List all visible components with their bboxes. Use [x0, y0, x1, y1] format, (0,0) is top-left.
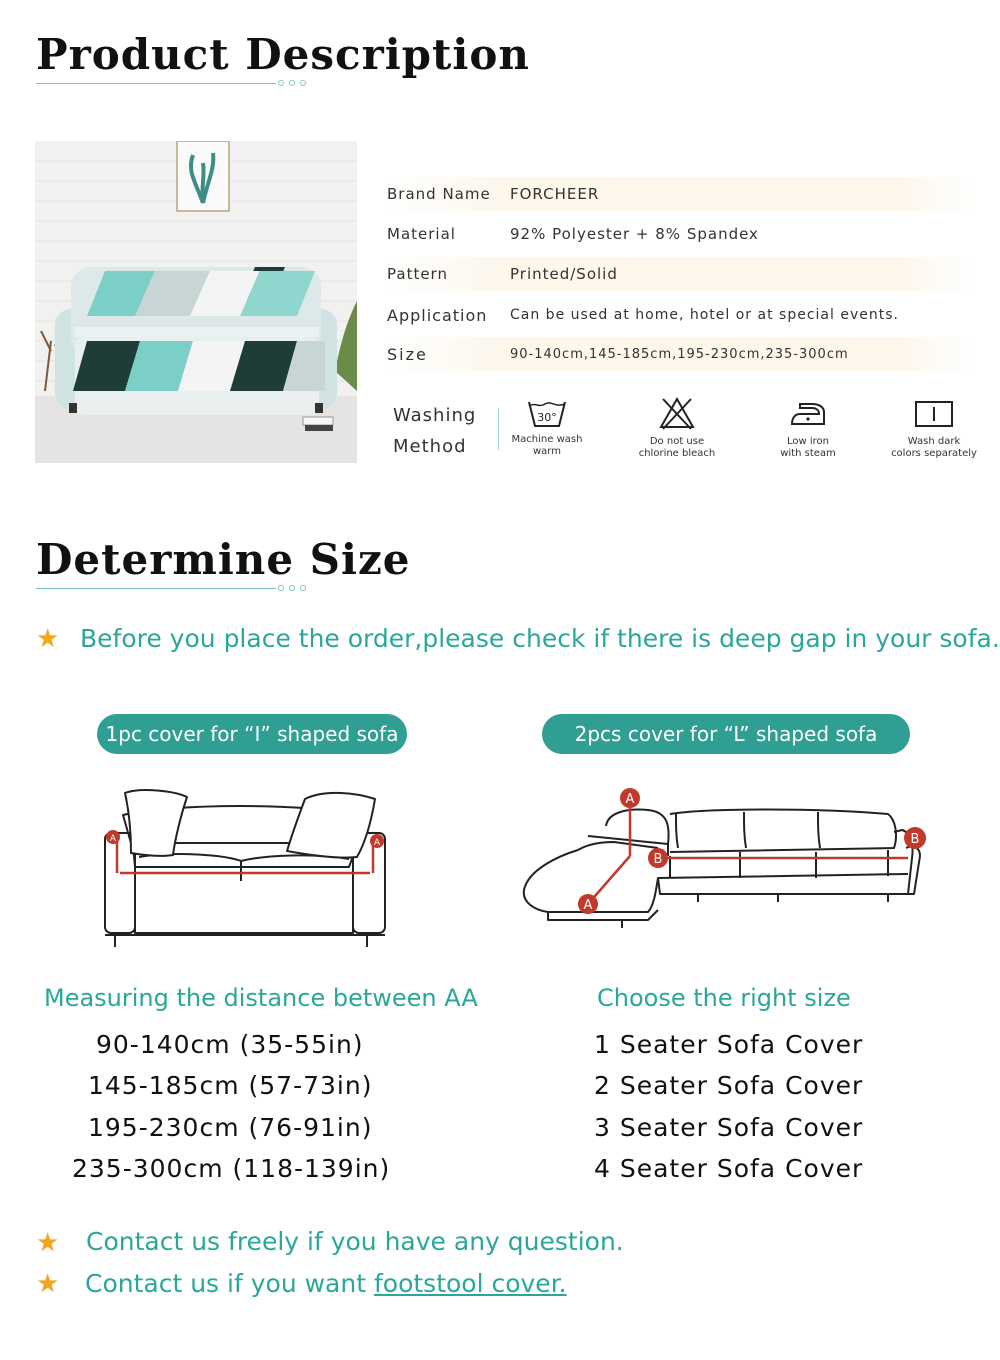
title-dots: [278, 80, 306, 86]
contact-note: Contact us freely if you have any question.: [86, 1227, 624, 1256]
product-photo: [35, 141, 357, 463]
deep-gap-notice: Before you place the order,please check if there is deep gap in your sofa.: [80, 624, 1000, 653]
choose-size-heading: Choose the right size: [597, 984, 851, 1012]
footstool-cover-link[interactable]: footstool cover.: [373, 1269, 567, 1298]
product-description-title: Product Description: [36, 30, 530, 79]
spec-row-size: [380, 337, 980, 371]
cover-option: 3 Seater Sofa Cover: [594, 1113, 864, 1142]
marker-b-right: B: [910, 832, 920, 847]
determine-size-title: Determine Size: [36, 535, 411, 584]
star-icon: ★: [36, 624, 60, 654]
spec-row-pattern: [380, 257, 980, 291]
size-option: 145-185cm (57-73in): [88, 1071, 373, 1100]
marker-b-left: B: [653, 852, 663, 867]
low-iron-icon: [753, 398, 863, 460]
washing-label-line1: Washing: [393, 405, 477, 426]
wash-caption-2: warm: [533, 446, 561, 457]
wash-caption-1: Machine wash: [511, 434, 583, 445]
spec-row-brand: [380, 177, 980, 211]
wash-dark-icon: [879, 398, 989, 460]
low-iron-caption-2: with steam: [780, 448, 836, 459]
spec-row-application: [380, 298, 980, 332]
spec-label: Pattern: [387, 265, 448, 283]
marker-a-top: A: [625, 792, 635, 807]
spec-label: Material: [387, 225, 456, 243]
low-iron-caption-1: Low iron: [787, 436, 829, 447]
no-bleach-caption-2: chlorine bleach: [638, 448, 716, 459]
spec-row-material: [380, 217, 980, 251]
l-shaped-pill: 2pcs cover for “L” shaped sofa: [542, 714, 910, 754]
cover-option: 2 Seater Sofa Cover: [594, 1071, 864, 1100]
no-bleach-caption-1: Do not use: [649, 436, 705, 447]
marker-a-left: A: [109, 834, 117, 844]
wash-dark-caption-2: colors separately: [891, 448, 977, 459]
cover-option: 1 Seater Sofa Cover: [594, 1030, 864, 1059]
spec-value: Printed/Solid: [510, 265, 618, 283]
spec-label: Application: [387, 305, 488, 325]
marker-a-right: A: [373, 838, 381, 848]
marker-a-bottom: A: [583, 898, 593, 913]
spec-value: FORCHEER: [510, 185, 600, 203]
washing-method-label: [393, 400, 476, 462]
i-shaped-pill: 1pc cover for “I” shaped sofa: [97, 714, 407, 754]
washing-label-line2: Method: [393, 436, 467, 457]
spec-label: Brand Name: [387, 185, 491, 203]
spec-value: Can be used at home, hotel or at special events.: [510, 307, 899, 323]
footstool-prefix: Contact us if you want: [85, 1269, 374, 1298]
wash-dark-caption-1: Wash dark: [907, 436, 961, 447]
wash-30-icon: [492, 398, 602, 458]
spec-value: 92% Polyester + 8% Spandex: [510, 225, 759, 243]
title-underline: [36, 83, 276, 84]
l-sofa-diagram: [518, 786, 930, 946]
star-icon: ★: [36, 1269, 60, 1299]
title-dots: [278, 585, 306, 591]
size-option: 235-300cm (118-139in): [72, 1154, 391, 1183]
spec-label: Size: [387, 344, 428, 364]
size-option: 90-140cm (35-55in): [96, 1030, 364, 1059]
title-underline: [36, 588, 276, 589]
cover-option: 4 Seater Sofa Cover: [594, 1154, 864, 1183]
wash-temp-label: 30°: [537, 411, 557, 424]
i-sofa-diagram: [95, 785, 395, 955]
size-option: 195-230cm (76-91in): [88, 1113, 373, 1142]
measure-heading: Measuring the distance between AA: [44, 984, 478, 1012]
no-bleach-icon: [622, 396, 732, 460]
footstool-note: [85, 1269, 567, 1298]
star-icon: ★: [36, 1228, 60, 1258]
spec-value: 90-140cm,145-185cm,195-230cm,235-300cm: [510, 346, 849, 362]
